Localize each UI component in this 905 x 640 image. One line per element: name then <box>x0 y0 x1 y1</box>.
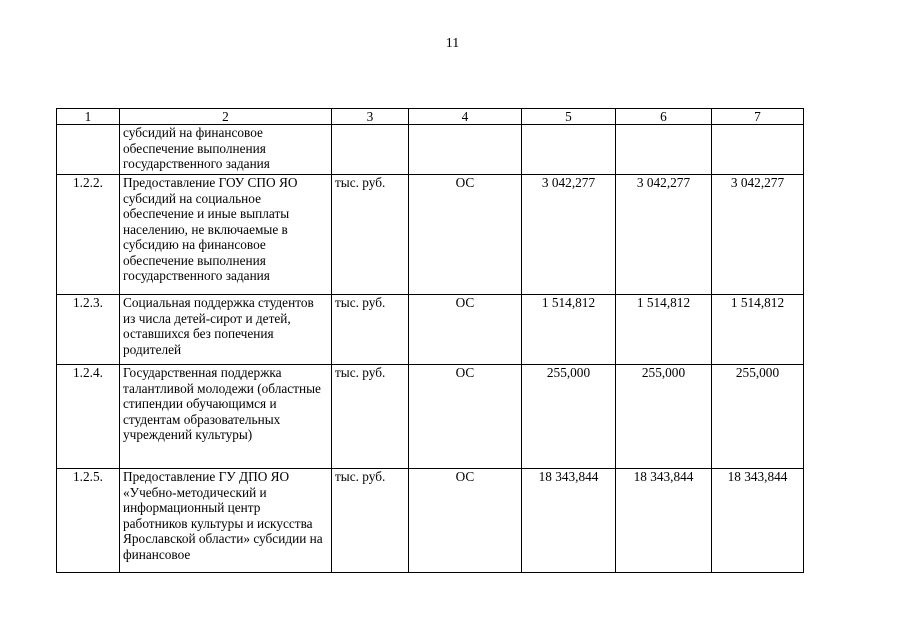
row-value-5: 1 514,812 <box>522 295 616 365</box>
row-value-5: 3 042,277 <box>522 175 616 295</box>
column-header-1: 1 <box>57 109 120 125</box>
row-value-7: 3 042,277 <box>712 175 804 295</box>
row-value-6 <box>616 125 712 175</box>
row-name: субсидий на финансовое обеспечение выполнения государственного задания <box>120 125 332 175</box>
row-name: Государственная поддержка талантливой молодежи (областные стипендии обучающимся и студентам образовательных учреждений культуры) <box>120 365 332 469</box>
column-header-2: 2 <box>120 109 332 125</box>
row-unit: тыс. руб. <box>332 365 409 469</box>
row-unit: тыс. руб. <box>332 175 409 295</box>
row-number: 1.2.2. <box>57 175 120 295</box>
column-header-5: 5 <box>522 109 616 125</box>
row-number: 1.2.3. <box>57 295 120 365</box>
row-value-7 <box>712 125 804 175</box>
row-name: Социальная поддержка студентов из числа детей-сирот и детей, оставшихся без попечения родителей <box>120 295 332 365</box>
row-number: 1.2.4. <box>57 365 120 469</box>
row-value-7: 1 514,812 <box>712 295 804 365</box>
row-value-5: 255,000 <box>522 365 616 469</box>
row-value-5 <box>522 125 616 175</box>
row-source <box>409 125 522 175</box>
column-header-4: 4 <box>409 109 522 125</box>
column-header-6: 6 <box>616 109 712 125</box>
row-value-6: 3 042,277 <box>616 175 712 295</box>
budget-table <box>56 108 804 573</box>
table-row <box>57 295 804 365</box>
row-unit: тыс. руб. <box>332 295 409 365</box>
row-value-7: 18 343,844 <box>712 469 804 573</box>
column-header-3: 3 <box>332 109 409 125</box>
row-unit: тыс. руб. <box>332 469 409 573</box>
table-row <box>57 175 804 295</box>
page-number: 11 <box>445 36 460 51</box>
column-header-7: 7 <box>712 109 804 125</box>
table-header-row <box>57 109 804 125</box>
row-name: Предоставление ГОУ СПО ЯО субсидий на социальное обеспечение и иные выплаты населению, не включаемые в субсидию на финансовое обеспечение выполнения государственного задания <box>120 175 332 295</box>
row-source: ОС <box>409 469 522 573</box>
row-name: Предоставление ГУ ДПО ЯО «Учебно-методический и информационный центр работников культуры и искусства Ярославской области» субсидии на финансовое <box>120 469 332 573</box>
row-number: 1.2.5. <box>57 469 120 573</box>
table-row <box>57 365 804 469</box>
row-value-6: 1 514,812 <box>616 295 712 365</box>
row-value-6: 18 343,844 <box>616 469 712 573</box>
row-number <box>57 125 120 175</box>
table-row <box>57 125 804 175</box>
row-source: ОС <box>409 175 522 295</box>
row-unit <box>332 125 409 175</box>
row-source: ОС <box>409 295 522 365</box>
row-value-6: 255,000 <box>616 365 712 469</box>
row-source: ОС <box>409 365 522 469</box>
table-row <box>57 469 804 573</box>
row-value-7: 255,000 <box>712 365 804 469</box>
row-value-5: 18 343,844 <box>522 469 616 573</box>
